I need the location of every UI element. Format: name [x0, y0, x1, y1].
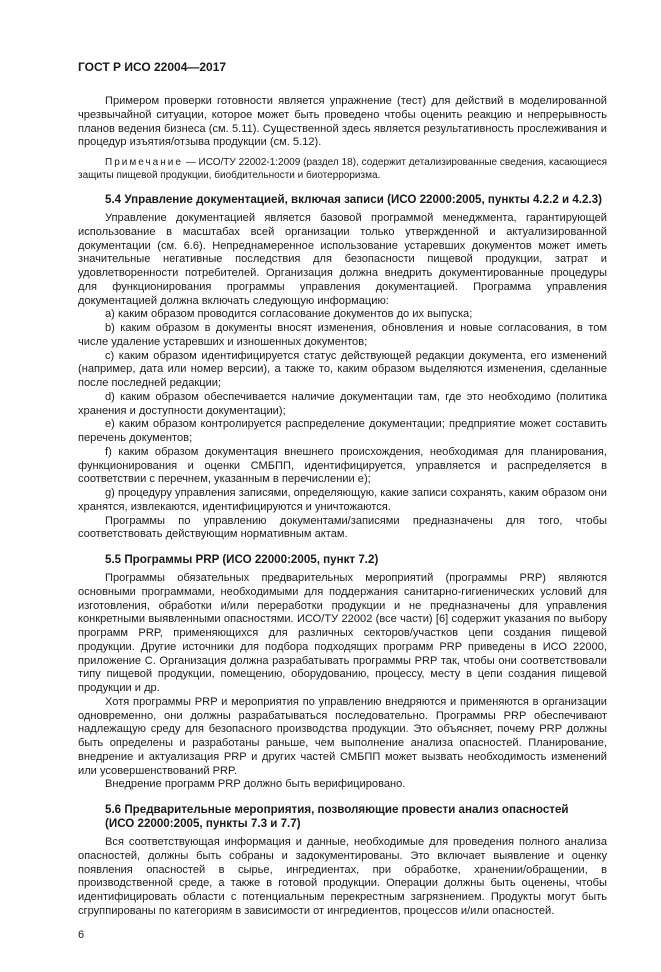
heading-line: 5.6 Предварительные мероприятия, позволяющие провести анализ опасностей: [105, 803, 569, 816]
note-text: — ИСО/ТУ 22002-1:2009 (раздел 18), содержит детализированные сведения, касающиеся защиты пищевой продукции, биобдительности и биотерроризма.: [78, 157, 607, 181]
list-item: e) каким образом контролируется распределение документации; предприятие может составить перечень документов;: [78, 418, 607, 444]
paragraph: Вся соответствующая информация и данные, необходимые для проведения полного анализа опасностей, должны быть собраны и задокументированы. Это включает выявление и оценку появления опасностей в сырье, ингредиентах, при обработке, хранении/обращении, в производственной среде, а также в готовой продукции. Операции должны быть оценены, чтобы идентифицировать области с потенциальным перекрестным загрязнением. Продукты могут быть сгруппированы по категориям в зависимости от ингредиентов, процессов и/или опасностей.: [78, 836, 607, 917]
list-item: g) процедуру управления записями, определяющую, какие записи сохранять, каким образом они хранятся, извлекаются, идентифицируются и уничтожаются.: [78, 487, 607, 513]
paragraph: Программы обязательных предварительных мероприятий (программы PRP) являются основными программами, необходимыми для поддержания санитарно-гигиенических условий для изготовления, обработки и/или переработки продукции и не предназначены для управления конкретными выявленными опасностями. ИСО/ТУ 22002 (все части) [6] содержит указания по выбору программ PRP, применяющихся для различных секторов/участков цепи создания пищевой продукции. Другие источники для подбора подходящих программ PRP приведены в ИСО 22000, приложение C. Организация должна разрабатывать программы PRP так, чтобы они соответствовали типу пищевой продукции, помещению, оборудованию, процессу, месту в цепи создания пищевой продукции и др.: [78, 572, 607, 694]
heading-line: (ИСО 22000:2005, пункты 7.3 и 7.7): [105, 817, 301, 830]
section-heading-5-6: [105, 803, 607, 831]
section-heading-5-4: 5.4 Управление документацией, включая записи (ИСО 22000:2005, пункты 4.2.2 и 4.2.3): [105, 193, 602, 206]
document-header: ГОСТ Р ИСО 22004—2017: [78, 60, 227, 74]
paragraph: Внедрение программ PRP должно быть верифицировано.: [105, 778, 406, 791]
list-item: d) каким образом обеспечивается наличие документации там, где это необходимо (политика хранения и доступности документации);: [78, 390, 607, 417]
paragraph: Хотя программы PRP и мероприятия по управлению внедряются и применяются в организации одновременно, они должны разрабатываться последовательно. Программы PRP обеспечивают надлежащую среду для безопасного производства продукции. Это объясняет, почему PRP должны быть определены и разработаны раньше, чем выполнение анализа опасностей. Планирование, внедрение и актуализация PRP и других частей СМБПП может вызвать необходимость изменений или усовершенствований PRP.: [78, 695, 607, 777]
page-body: [78, 95, 607, 919]
paragraph: Управление документацией является базовой программой менеджмента, гарантирующей использование в масштабах всей организации только утвержденной и актуализированной документации (см. 6.6). Непреднамеренное использование устаревших документов может иметь значительные негативные последствия для безопасности пищевой продукции, затрат и удовлетворенности потребителей. Организация должна внедрить документированные процедуры для функционирования программы управления документацией. Программа управления документацией должна включать следующую информацию:: [78, 212, 607, 307]
list-item: a) каким образом проводится согласование документов до их выпуска;: [105, 308, 473, 321]
paragraph: Примером проверки готовности является упражнение (тест) для действий в моделированной чрезвычайной ситуации, которое может быть проведено чтобы оценить реакцию и непрерывность планов ведения бизнеса (см. 5.11). Существенной здесь является результативность прослеживания и процедур изъятия/отзыва продукции (см. 5.12).: [78, 95, 607, 149]
list-item: c) каким образом идентифицируется статус действующей редакции документа, его изменений (например, дата или номер версии), а также то, каким образом выделяются изменения, сделанные после последней редакции;: [78, 349, 607, 389]
list-item: b) каким образом в документы вносят изменения, обновления и новые согласования, в том числе удаление устаревших и изношенных документов;: [78, 322, 607, 348]
paragraph: Программы по управлению документами/записями предназначены для того, чтобы соответствовать действующим нормативным актам.: [78, 514, 607, 541]
list-item: f) каким образом документация внешнего происхождения, необходимая для планирования, функционирования и оценки СМБПП, идентифицируется, управляется и распределяется в соответствии с перечнем, указанным в перечислении e);: [78, 445, 607, 486]
page-number: 6: [78, 928, 85, 941]
section-heading-5-5: 5.5 Программы PRP (ИСО 22000:2005, пункт 7.2): [105, 553, 379, 566]
note: [78, 156, 607, 182]
note-label: Примечание: [105, 157, 183, 168]
